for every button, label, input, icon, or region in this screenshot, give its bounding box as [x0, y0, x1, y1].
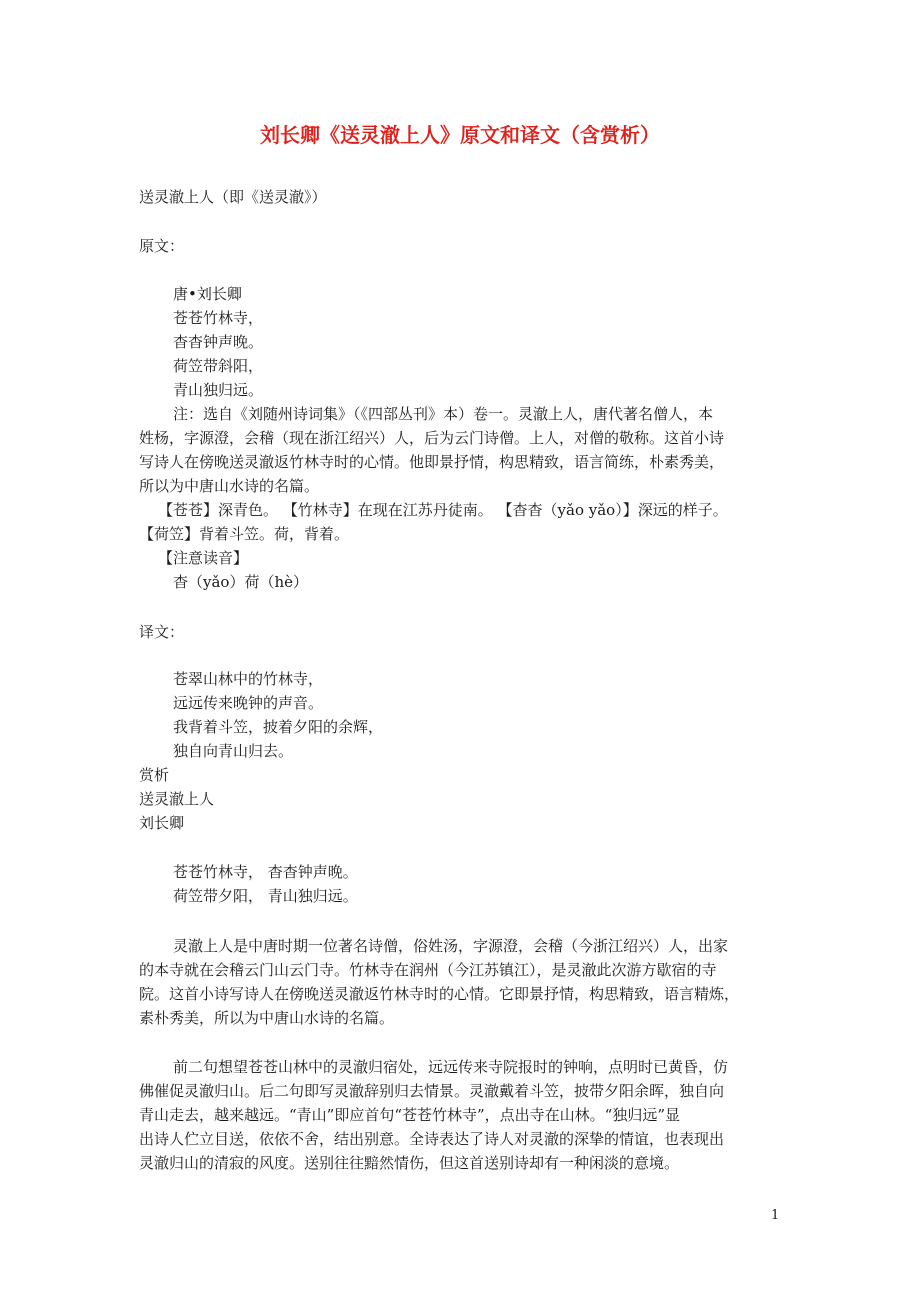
- note-line: 注：选自《刘随州诗词集》（《四部丛刊》本）卷一。灵澈上人，唐代著名僧人，本: [173, 405, 714, 423]
- appreciation-couplet: 荷笠带夕阳， 青山独归远。: [173, 887, 358, 905]
- translation-heading: 译文：: [139, 623, 185, 641]
- note-line: 所以为中唐山水诗的名篇。: [139, 477, 320, 495]
- paragraph-line: 青山走去，越来越远。“青山”即应首句“苍苍竹林寺”，点出寺在山林。“独归远”显: [139, 1106, 681, 1124]
- paragraph-line: 前二句想望苍苍山林中的灵澈归宿处，远远传来寺院报时的钟响，点明时已黄昏，仿: [173, 1058, 729, 1076]
- paragraph-line: 灵澈上人是中唐时期一位著名诗僧，俗姓汤，字源澄，会稽（今浙江绍兴）人，出家: [173, 937, 729, 955]
- note-line: 写诗人在傍晚送灵澈返竹林寺时的心情。他即景抒情，构思精致，语言简练，朴素秀美，: [139, 453, 725, 471]
- glossary-line: 【苍苍】深青色。 【竹林寺】在现在江苏丹徒南。 【杳杳（yǎo yǎo）】深远的样子。: [158, 501, 728, 519]
- poem-line: 荷笠带斜阳，: [173, 357, 264, 375]
- appreciation-couplet: 苍苍竹林寺， 杳杳钟声晚。: [173, 863, 358, 881]
- appreciation-poem-title: 送灵澈上人: [139, 790, 215, 808]
- pronunciation-text: 杳（yǎo）荷（hè）: [173, 573, 308, 591]
- paragraph-line: 院。这首小诗写诗人在傍晚送灵澈返竹林寺时的心情。它即景抒情，构思精致，语言精炼，: [139, 985, 740, 1003]
- translation-line: 苍翠山林中的竹林寺，: [173, 670, 324, 688]
- pronunciation-heading: 【注意读音】: [158, 549, 249, 567]
- original-heading: 原文：: [139, 237, 185, 255]
- paragraph-line: 的本寺就在会稽云门山云门寺。竹林寺在润州（今江苏镇江），是灵澈此次游方歇宿的寺: [139, 961, 717, 979]
- appreciation-author: 刘长卿: [139, 814, 185, 832]
- glossary-line: 【荷笠】背着斗笠。荷，背着。: [139, 525, 350, 543]
- poem-line: 青山独归远。: [173, 381, 264, 399]
- poem-line: 杳杳钟声晚。: [173, 333, 264, 351]
- poem-line: 苍苍竹林寺，: [173, 309, 264, 327]
- paragraph-line: 佛催促灵澈归山。后二句即写灵澈辞别归去情景。灵澈戴着斗笠，披带夕阳余晖，独自向: [139, 1082, 725, 1100]
- translation-line: 远远传来晚钟的声音。: [173, 694, 324, 712]
- paragraph-line: 素朴秀美，所以为中唐山水诗的名篇。: [139, 1009, 395, 1027]
- paragraph-line: 出诗人伫立目送，依依不舍，结出别意。全诗表达了诗人对灵澈的深挚的情谊，也表现出: [139, 1130, 725, 1148]
- paragraph-line: 灵澈归山的清寂的风度。送别往往黯然情伤，但这首送别诗却有一种闲淡的意境。: [139, 1154, 680, 1172]
- page-number: 1: [771, 1208, 780, 1223]
- page-title: 刘长卿《送灵澈上人》原文和译文（含赏析）: [260, 123, 660, 147]
- translation-line: 独自向青山归去。: [173, 742, 294, 760]
- appreciation-heading: 赏析: [139, 766, 170, 784]
- poem-subtitle: 送灵澈上人（即《送灵澈》）: [139, 188, 327, 206]
- translation-line: 我背着斗笠，披着夕阳的余辉，: [173, 718, 384, 736]
- poem-author-line: 唐•刘长卿: [173, 285, 242, 303]
- note-line: 姓杨，字源澄，会稽（现在浙江绍兴）人，后为云门诗僧。上人，对僧的敬称。这首小诗: [139, 429, 725, 447]
